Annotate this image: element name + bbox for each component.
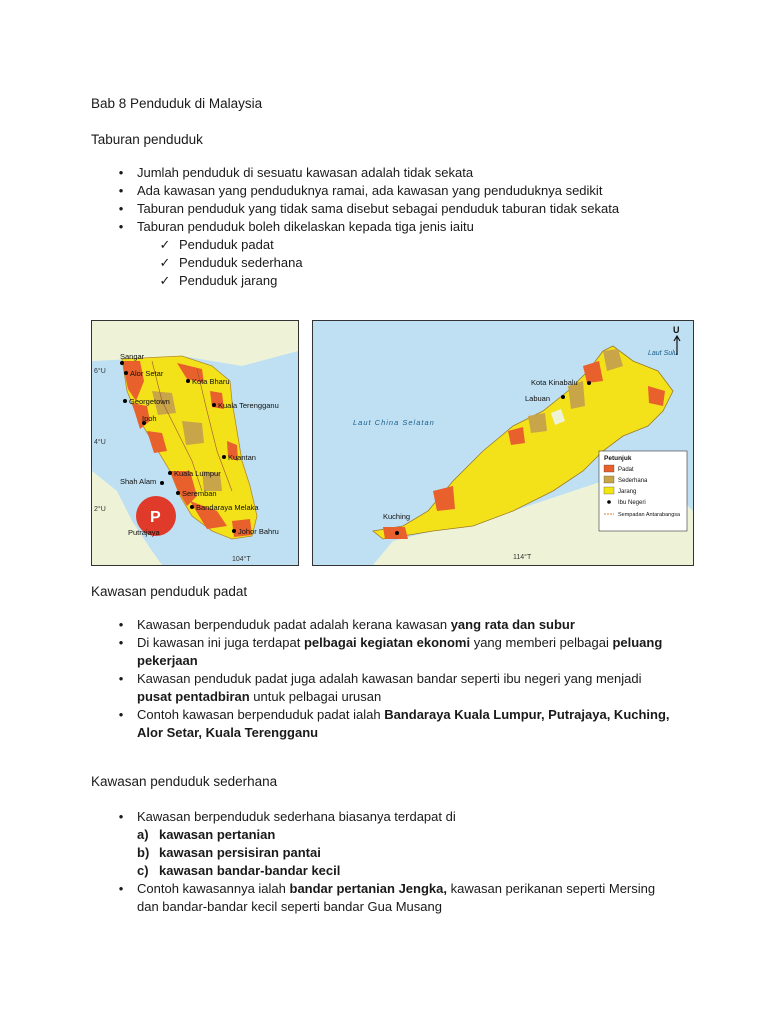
lat-label: 4°U <box>94 439 106 446</box>
town-label: Georgetown <box>129 397 170 406</box>
sea-label: Laut Sulu <box>648 350 678 357</box>
body-text: Contoh kawasan berpenduduk padat ialah <box>137 707 385 722</box>
list-item: c) kawasan bandar-bandar kecil <box>137 863 341 878</box>
list-item: • Taburan penduduk boleh dikelaskan kepada tiga jenis iaitu ✓ Penduduk padat ✓ Penduduk sederhana ✓ Penduduk jarang <box>115 218 675 290</box>
body-text: Contoh kawasannya ialah <box>137 881 290 896</box>
taburan-bullet-list <box>115 164 675 290</box>
town-label: Kuala Terengganu <box>218 401 279 410</box>
town-label: Labuan <box>525 394 551 403</box>
north-label: U <box>673 325 680 335</box>
town-label: Bandaraya Melaka <box>196 503 259 512</box>
bullet-icon: • <box>118 617 124 632</box>
list-item: ✓ Penduduk sederhana <box>159 255 303 270</box>
borneo-map-svg <box>313 321 693 565</box>
list-item: b) kawasan persisiran pantai <box>137 845 321 860</box>
list-item: • Kawasan berpenduduk sederhana biasanya terdapat di a) kawasan pertanian b) kawasan persisiran pantai c) kawasan bandar-bandar kecil <box>115 808 675 880</box>
lon-label: 104°T <box>232 556 251 563</box>
bullet-icon: • <box>118 881 124 896</box>
town-label: Seremban <box>182 489 217 498</box>
list-item: ✓ Penduduk jarang <box>159 273 278 288</box>
lon-label: 114°T <box>513 554 532 561</box>
sederhana-bullet-list <box>115 808 675 916</box>
body-text: yang memberi pelbagai <box>470 635 613 650</box>
bullet-icon: • <box>118 201 124 216</box>
legend-item: Ibu Negeri <box>618 500 646 506</box>
bullet-icon: • <box>118 183 124 198</box>
body-text: Di kawasan ini juga terdapat <box>137 635 304 650</box>
section-title-sederhana: Kawasan penduduk sederhana <box>91 774 278 789</box>
list-item: • Taburan penduduk yang tidak sama disebut sebagai penduduk taburan tidak sekata <box>115 200 675 218</box>
body-text: kawasan perikanan seperti Mersing dan bandar-bandar kecil seperti bandar Gua Musang <box>137 881 656 914</box>
checkmark-icon: ✓ <box>159 237 171 252</box>
legend-item: Padat <box>618 467 634 473</box>
borneo-map <box>312 320 694 566</box>
town-label: Putrajaya <box>128 528 160 537</box>
section-title-taburan: Taburan penduduk <box>91 132 203 147</box>
sea-label: Laut China Selatan <box>353 418 435 427</box>
legend-title: Petunjuk <box>604 455 632 462</box>
emphasis-text: pelbagai kegiatan ekonomi <box>303 635 471 650</box>
list-item <box>115 880 675 916</box>
padat-bullet-list <box>115 616 675 742</box>
checkmark-icon: ✓ <box>159 273 171 288</box>
list-item <box>115 634 675 670</box>
emphasis-text: pusat pentadbiran <box>137 689 250 704</box>
peninsular-map-svg <box>92 321 298 565</box>
bullet-icon: • <box>118 707 124 722</box>
town-label: Shah Alam <box>120 477 157 486</box>
town-label: Kuching <box>383 512 411 521</box>
bullet-icon: • <box>118 219 124 234</box>
page-title: Bab 8 Penduduk di Malaysia <box>91 96 263 111</box>
list-item <box>115 616 675 634</box>
town-label: Kota Bharu <box>192 377 230 386</box>
legend-item: Sederhana <box>618 478 648 484</box>
town-label: Kuantan <box>228 453 256 462</box>
lat-label: 2°U <box>94 506 106 513</box>
bullet-icon: • <box>118 635 124 650</box>
check-list <box>159 236 675 290</box>
inset-letter: P <box>150 509 161 526</box>
emphasis-text: peluang pekerjaan <box>137 635 663 668</box>
town-label: Kuala Lumpur <box>174 469 221 478</box>
list-item <box>115 706 675 742</box>
emphasis-text: Bandaraya Kuala Lumpur, Putrajaya, Kuching, Alor Setar, Kuala Terengganu <box>137 707 670 740</box>
list-item: a) kawasan pertanian <box>137 827 276 842</box>
checkmark-icon: ✓ <box>159 255 171 270</box>
list-item: ✓ Penduduk padat <box>159 237 274 252</box>
body-text: Kawasan penduduk padat juga adalah kawasan bandar seperti ibu negeri yang menjadi <box>137 671 642 686</box>
town-label: Johor Bahru <box>238 527 279 536</box>
bullet-icon: • <box>118 671 124 686</box>
map-legend <box>599 451 687 531</box>
emphasis-text: yang rata dan subur <box>450 617 575 632</box>
town-label: Kota Kinabalu <box>531 378 578 387</box>
lat-label: 6°U <box>94 368 106 375</box>
town-label: Alor Setar <box>130 369 164 378</box>
section-title-padat: Kawasan penduduk padat <box>91 584 248 599</box>
town-label: Ipoh <box>142 414 157 423</box>
peninsular-map <box>91 320 299 566</box>
lettered-list <box>137 826 675 880</box>
legend-item: Sempadan Antarabangsa <box>618 512 681 518</box>
list-item <box>115 670 675 706</box>
emphasis-text: bandar pertanian Jengka, <box>289 881 447 896</box>
town-label: Sangar <box>120 352 145 361</box>
list-item: • Ada kawasan yang penduduknya ramai, ada kawasan yang penduduknya sedikit <box>115 182 675 200</box>
bullet-icon: • <box>118 809 124 824</box>
bullet-icon: • <box>118 165 124 180</box>
body-text: untuk pelbagai urusan <box>249 689 382 704</box>
body-text: Kawasan berpenduduk padat adalah kerana kawasan <box>137 617 451 632</box>
legend-item: Jarang <box>618 489 637 495</box>
list-item: • Jumlah penduduk di sesuatu kawasan adalah tidak sekata <box>115 164 675 182</box>
